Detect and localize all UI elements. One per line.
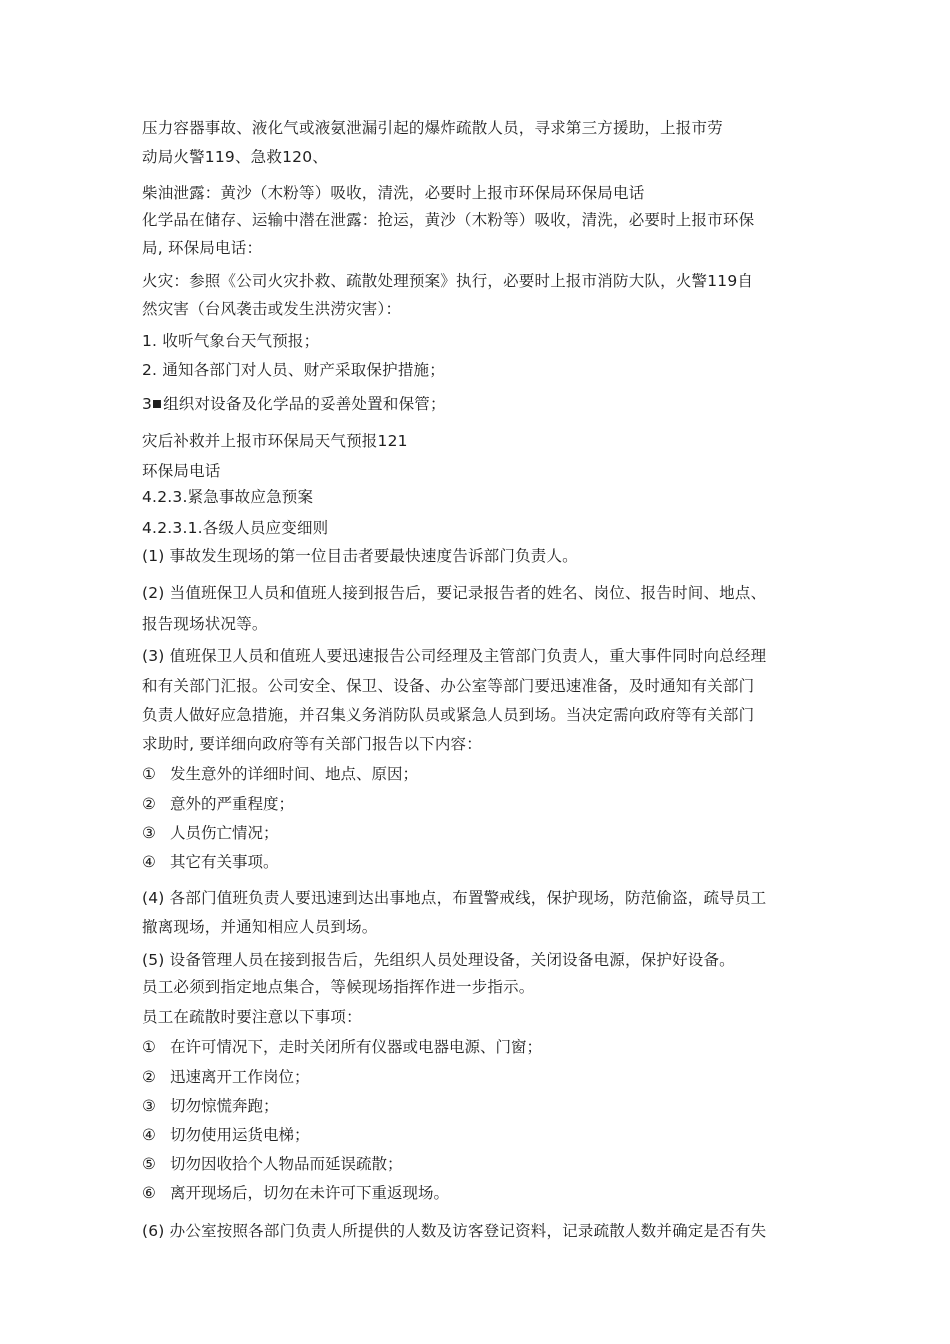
paragraph-line: 和有关部门汇报。公司安全、保卫、设备、办公室等部门要迅速准备，及时通知有关部门 — [142, 677, 755, 695]
list-item — [142, 822, 279, 844]
paragraph-line: 压力容器事故、液化气或液氨泄漏引起的爆炸疏散人员，寻求第三方援助，上报市劳 — [142, 119, 723, 137]
paragraph-line: 灾后补救并上报市环保局天气预报121 — [142, 432, 408, 450]
list-item-text: 离开现场后，切勿在未许可下重返现场。 — [170, 1184, 450, 1202]
circled-number: ③ — [142, 1097, 156, 1115]
paragraph-line: (4) 各部门值班负责人要迅速到达出事地点，布置警戒线，保护现场，防范偷盗，疏导员工 — [142, 889, 767, 907]
circled-number: ④ — [142, 853, 156, 871]
paragraph-line: (2) 当值班保卫人员和值班人接到报告后，要记录报告者的姓名、岗位、报告时间、地点、 — [142, 584, 767, 602]
list-item-text: 意外的严重程度； — [170, 795, 295, 813]
circled-number: ① — [142, 1038, 156, 1056]
square-bullet-icon — [153, 400, 161, 408]
paragraph-line: 负责人做好应急措施，并召集义务消防队员或紧急人员到场。当决定需向政府等有关部门 — [142, 706, 755, 724]
list-item — [142, 1095, 279, 1117]
list-item — [142, 793, 294, 815]
circled-number: ⑥ — [142, 1184, 156, 1202]
paragraph-line: (5) 设备管理人员在接到报告后，先组织人员处理设备，关闭设备电源，保护好设备。 — [142, 951, 735, 969]
list-item-text: 在许可情况下，走时关闭所有仪器或电器电源、门窗； — [170, 1038, 543, 1056]
circled-number: ③ — [142, 824, 156, 842]
paragraph-line: 环保局电话 — [142, 462, 221, 480]
paragraph-line: 员工在疏散时要注意以下事项： — [142, 1008, 362, 1026]
numbered-item — [142, 393, 446, 415]
paragraph-line: 员工必须到指定地点集合，等候现场指挥作进一步指示。 — [142, 978, 535, 996]
paragraph-line: 动局火警119、急救120、 — [142, 148, 328, 166]
paragraph-line: 然灾害（台风袭击或发生洪涝灾害）： — [142, 300, 402, 318]
list-item — [142, 763, 418, 785]
list-item — [142, 1124, 310, 1146]
section-heading: 4.2.3.1.各级人员应变细则 — [142, 519, 329, 537]
paragraph-line: (3) 值班保卫人员和值班人要迅速报告公司经理及主管部门负责人，重大事件同时向总经理 — [142, 647, 767, 665]
numbered-item: 2. 通知各部门对人员、财产采取保护措施； — [142, 361, 445, 379]
paragraph-line: 局, 环保局电话： — [142, 239, 263, 257]
list-item — [142, 1036, 542, 1058]
paragraph-line: 撤离现场，并通知相应人员到场。 — [142, 918, 378, 936]
list-item-text: 其它有关事项。 — [170, 853, 279, 871]
section-heading: 4.2.3.紧急事故应急预案 — [142, 488, 314, 506]
list-item — [142, 1066, 310, 1088]
list-item-text: 切勿使用运货电梯； — [170, 1126, 310, 1144]
list-item — [142, 1153, 403, 1175]
paragraph-line: 求助时, 要详细向政府等有关部门报告以下内容： — [142, 735, 482, 753]
paragraph-line: (1) 事故发生现场的第一位目击者要最快速度告诉部门负责人。 — [142, 547, 578, 565]
numbered-item: 1. 收听气象台天气预报； — [142, 332, 320, 350]
list-item — [142, 851, 279, 873]
circled-number: ② — [142, 1068, 156, 1086]
list-item-text: 迅速离开工作岗位； — [170, 1068, 310, 1086]
circled-number: ① — [142, 765, 156, 783]
list-item — [142, 1182, 449, 1204]
paragraph-line: 火灾：参照《公司火灾扑救、疏散处理预案》执行，必要时上报市消防大队，火警119自 — [142, 272, 754, 290]
paragraph-line: 柴油泄露：黄沙（木粉等）吸收，清洗，必要时上报市环保局环保局电话 — [142, 184, 645, 202]
list-item-text: 发生意外的详细时间、地点、原因； — [170, 765, 419, 783]
list-item-text: 切勿惊慌奔跑； — [170, 1097, 279, 1115]
paragraph-line: (6) 办公室按照各部门负责人所提供的人数及访客登记资料，记录疏散人数并确定是否有失 — [142, 1222, 767, 1240]
list-item-text: 切勿因收拾个人物品而延误疏散； — [170, 1155, 403, 1173]
circled-number: ⑤ — [142, 1155, 156, 1173]
paragraph-line: 化学品在储存、运输中潜在泄露：抢运，黄沙（木粉等）吸收，清洗，必要时上报市环保 — [142, 211, 755, 229]
item-text: 组织对设备及化学品的妥善处置和保管； — [163, 395, 446, 413]
item-number: 3 — [142, 395, 153, 413]
circled-number: ② — [142, 795, 156, 813]
list-item-text: 人员伤亡情况； — [170, 824, 279, 842]
paragraph-line: 报告现场状况等。 — [142, 615, 268, 633]
circled-number: ④ — [142, 1126, 156, 1144]
